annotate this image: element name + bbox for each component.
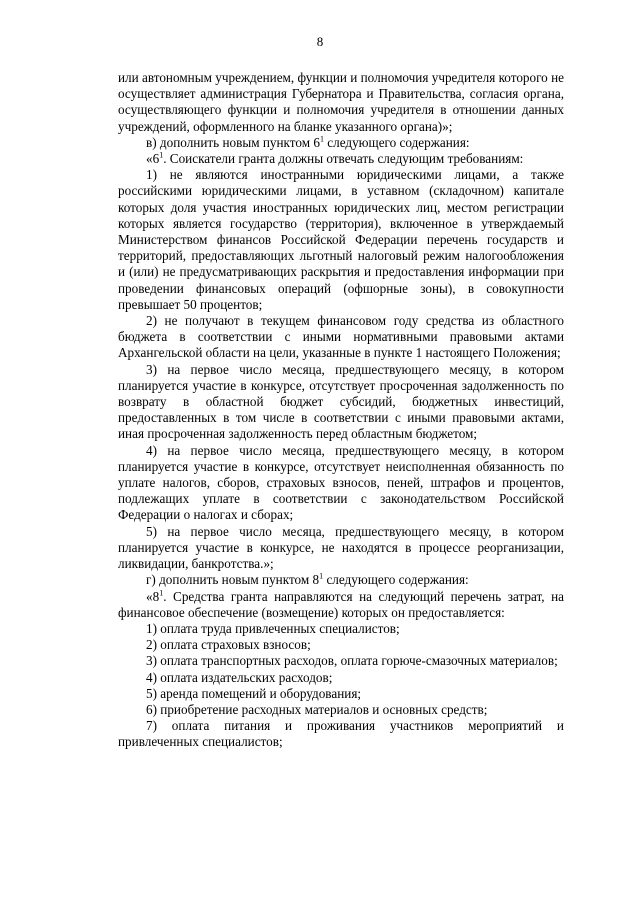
expense-item-4: 4) оплата издательских расходов; — [146, 669, 333, 685]
paragraph-amendment-g: г) дополнить новым пунктом $8^1$ следующего содержания: — [146, 571, 469, 588]
expense-item-6: 6) приобретение расходных материалов и основных средств; — [146, 701, 488, 717]
expense-item-7: 7) оплата питания и проживания участников мероприятий и привлеченных специалистов; — [118, 718, 564, 750]
requirement-3: 3) на первое число месяца, предшествующего месяцу, в котором планируется участие в конкурсе, отсутствует просроченная задолженность по возврату в областной бюджет субсидий, бюджетных инвестиций, предоставленных в том числе в соответствии с иными правовыми актами, иная просроченная задолженность перед областным бюджетом; — [118, 361, 564, 442]
expense-item-1: 1) оплата труда привлеченных специалистов; — [146, 620, 400, 636]
expense-item-2: 2) оплата страховых взносов; — [146, 637, 311, 653]
requirement-4: 4) на первое число месяца, предшествующего месяцу, в котором планируется участие в конкурсе, отсутствует неисполненная обязанность по уплате налогов, сборов, страховых взносов, пеней, штрафов и процентов, подлежащих уплате в соответствии с законодательством Российской Федерации о налогах и сборах; — [118, 442, 564, 523]
expense-item-3: 3) оплата транспортных расходов, оплата горюче-смазочных материалов; — [146, 653, 558, 669]
page-number: 8 — [316, 34, 324, 49]
paragraph-point-8-1: «$8^1$. Средства гранта направляются на следующий перечень затрат, на финансовое обеспечение (возмещение) которых он предоставляется: — [118, 588, 564, 620]
paragraph-continuation: или автономным учреждением, функции и полномочия учредителя которого не осуществляет администрация Губернатора и Правительства, согласия органа, осуществляющего функции и полномочия учредителя в отношении данных учреждений, оформленного на бланке указанного органа)»; — [118, 70, 564, 134]
expense-item-5: 5) аренда помещений и оборудования; — [146, 685, 362, 701]
paragraph-point-6-1: «$6^1$. Соискатели гранта должны отвечать следующим требованиям: — [146, 150, 524, 167]
requirement-2: 2) не получают в текущем финансовом году средства из областного бюджета в соответствии с иными нормативными правовыми актами Архангельской области на цели, указанные в пункте 1 настоящего Положения; — [118, 313, 564, 361]
requirement-1: 1) не являются иностранными юридическими лицами, а также российскими юридическими лицами, в уставном (складочном) капитале которых доля участия иностранных юридических лиц, местом регистрации которых является государство (территория), включенное в утверждаемый Министерством финансов Российской Федерации перечень государств и территорий, предоставляющих льготный налоговый режим налогообложения и (или) не предусматривающих раскрытия и предоставления информации при проведении финансовых операций (офшорные зоны), в совокупности превышает 50 процентов; — [118, 167, 564, 312]
paragraph-amendment-v: в) дополнить новым пунктом $6^1$ следующего содержания: — [146, 134, 470, 150]
requirement-5: 5) на первое число месяца, предшествующего месяцу, в котором планируется участие в конкурсе, не находятся в процессе реорганизации, ликвидации, банкротства.»; — [118, 523, 564, 572]
document-body — [118, 70, 564, 751]
